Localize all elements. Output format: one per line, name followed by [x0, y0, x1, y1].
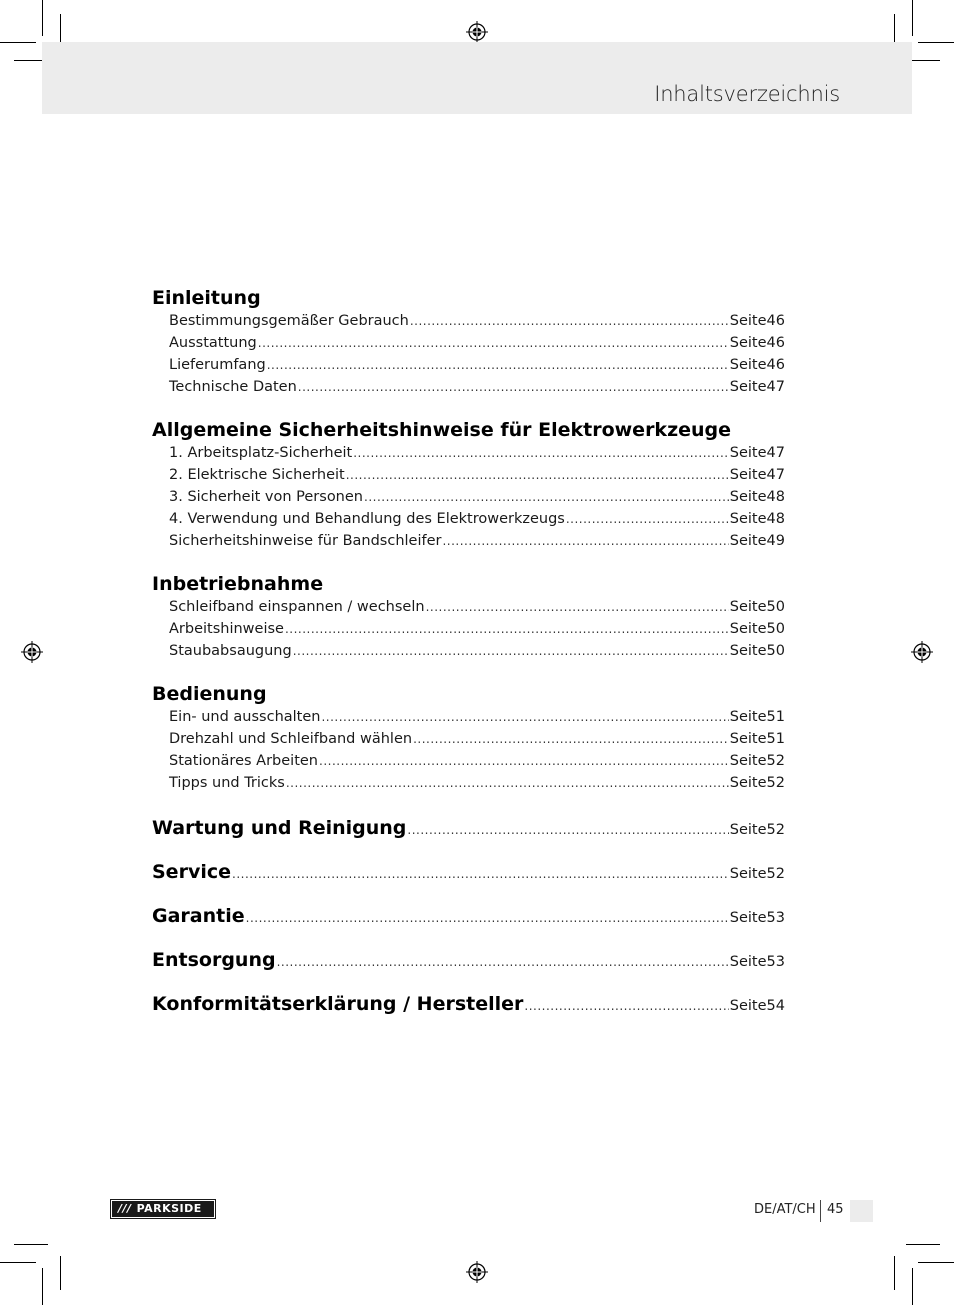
table-of-contents	[152, 286, 785, 1018]
toc-entry-page: 47	[766, 467, 785, 483]
brand-name: PARKSIDE	[136, 1202, 202, 1215]
toc-entry-page: 50	[766, 599, 785, 615]
toc-heading-label: Entsorgung	[152, 949, 276, 971]
toc-section-title[interactable]: Allgemeine Sicherheitshinweise für Elektrowerkzeuge	[152, 419, 732, 441]
toc-entry-page: 50	[766, 621, 785, 637]
leader-dots	[286, 772, 729, 794]
toc-entry-label: Lieferumfang	[169, 357, 266, 373]
toc-section	[152, 418, 785, 552]
toc-entry-seite: Seite	[729, 467, 767, 483]
toc-entry-page: 51	[766, 731, 785, 747]
page-title: Inhaltsverzeichnis	[654, 82, 840, 106]
toc-entry-seite: Seite	[729, 998, 767, 1014]
toc-entry-label: 4. Verwendung und Behandlung des Elektrowerkzeugs	[169, 511, 565, 527]
registration-mark-icon	[911, 641, 933, 663]
crop-mark	[906, 1244, 940, 1245]
toc-entry[interactable]	[152, 596, 785, 618]
toc-entry-seite: Seite	[729, 335, 767, 351]
toc-entry-page: 53	[766, 954, 785, 970]
toc-entry-seite: Seite	[729, 731, 767, 747]
toc-entry-seite: Seite	[729, 357, 767, 373]
toc-entry-seite: Seite	[729, 379, 767, 395]
toc-section-title[interactable]: Einleitung	[152, 287, 261, 309]
toc-entry[interactable]	[152, 354, 785, 376]
toc-entry[interactable]	[152, 310, 785, 332]
leader-dots	[298, 376, 729, 398]
toc-entry-label: 1. Arbeitsplatz-Sicherheit	[169, 445, 353, 461]
toc-entry-seite: Seite	[729, 709, 767, 725]
toc-entry-page: 48	[766, 511, 785, 527]
toc-entry[interactable]	[152, 750, 785, 772]
header-band	[42, 42, 912, 114]
toc-entry-page: 46	[766, 357, 785, 373]
leader-dots	[232, 860, 729, 888]
leader-dots	[346, 464, 729, 486]
toc-entry-seite: Seite	[729, 599, 767, 615]
toc-entry-seite: Seite	[729, 822, 767, 838]
toc-entry-seite: Seite	[729, 643, 767, 659]
toc-section-title[interactable]: Bedienung	[152, 683, 267, 705]
leader-dots	[246, 904, 729, 932]
toc-entry-seite: Seite	[729, 866, 767, 882]
leader-dots	[524, 992, 728, 1020]
toc-entry-label: Sicherheitshinweise für Bandschleifer	[169, 533, 442, 549]
footer-page-number: 45	[827, 1202, 844, 1217]
leader-dots	[410, 310, 729, 332]
footer-divider	[820, 1200, 821, 1222]
crop-mark	[912, 0, 913, 36]
toc-section	[152, 682, 785, 794]
toc-entry[interactable]	[152, 728, 785, 750]
footer-tab-box	[850, 1200, 873, 1222]
toc-entry-page: 47	[766, 445, 785, 461]
crop-mark	[14, 1244, 48, 1245]
toc-entry-seite: Seite	[729, 511, 767, 527]
footer-language-codes: DE/AT/CH	[754, 1202, 816, 1217]
toc-entry-page: 52	[766, 775, 785, 791]
leader-dots	[426, 596, 729, 618]
toc-entry-seite: Seite	[729, 775, 767, 791]
registration-mark-icon	[466, 1261, 488, 1283]
toc-entry-label: Stationäres Arbeiten	[169, 753, 318, 769]
toc-heading-label: Wartung und Reinigung	[152, 817, 407, 839]
toc-entry-page: 47	[766, 379, 785, 395]
brand-logo	[112, 1201, 214, 1217]
leader-dots	[364, 486, 729, 508]
toc-entry[interactable]	[152, 772, 785, 794]
crop-mark	[918, 42, 954, 43]
leader-dots	[319, 750, 729, 772]
registration-mark-icon	[21, 641, 43, 663]
leader-dots	[442, 530, 728, 552]
crop-mark	[42, 1268, 43, 1305]
leader-dots	[277, 948, 729, 976]
toc-entry[interactable]	[152, 640, 785, 662]
toc-entry-label: Ein- und ausschalten	[169, 709, 321, 725]
leader-dots	[321, 706, 728, 728]
crop-mark	[0, 42, 36, 43]
toc-section	[152, 286, 785, 398]
toc-entry-label: Schleifband einspannen / wechseln	[169, 599, 425, 615]
toc-entry[interactable]	[152, 618, 785, 640]
toc-entry[interactable]	[152, 530, 785, 552]
toc-entry[interactable]	[152, 706, 785, 728]
toc-entry-seite: Seite	[729, 753, 767, 769]
crop-mark	[60, 1256, 61, 1290]
toc-entry-label: Arbeitshinweise	[169, 621, 284, 637]
leader-dots	[407, 816, 728, 844]
leader-dots	[285, 618, 729, 640]
toc-heading-entry[interactable]	[152, 990, 785, 1018]
crop-mark	[912, 1268, 913, 1305]
toc-entry[interactable]	[152, 376, 785, 398]
toc-entry-page: 46	[766, 335, 785, 351]
leader-dots	[566, 508, 729, 530]
toc-entry[interactable]	[152, 508, 785, 530]
toc-section-title[interactable]: Inbetriebnahme	[152, 573, 324, 595]
toc-entry-label: Drehzahl und Schleifband wählen	[169, 731, 413, 747]
crop-mark	[0, 1262, 36, 1263]
toc-entry-label: Staubabsaugung	[169, 643, 292, 659]
leader-dots	[293, 640, 729, 662]
toc-entry-seite: Seite	[729, 533, 767, 549]
brand-stripes: ///	[118, 1202, 132, 1215]
leader-dots	[353, 442, 729, 464]
toc-heading-label: Konformitätserklärung / Hersteller	[152, 993, 524, 1015]
toc-heading-label: Service	[152, 861, 231, 883]
toc-heading-entry[interactable]	[152, 946, 785, 974]
toc-entry-seite: Seite	[729, 313, 767, 329]
toc-entry-page: 46	[766, 313, 785, 329]
toc-entry-label: Tipps und Tricks	[169, 775, 285, 791]
crop-mark	[894, 1256, 895, 1290]
toc-entry-seite: Seite	[729, 621, 767, 637]
toc-entry-seite: Seite	[729, 910, 767, 926]
toc-heading-entry[interactable]	[152, 858, 785, 886]
toc-entry-page: 48	[766, 489, 785, 505]
toc-entry-page: 51	[766, 709, 785, 725]
registration-mark-icon	[466, 21, 488, 43]
toc-entry-page: 52	[766, 753, 785, 769]
toc-entry-label: 2. Elektrische Sicherheit	[169, 467, 345, 483]
toc-heading-label: Garantie	[152, 905, 245, 927]
crop-mark	[42, 0, 43, 36]
toc-entry-seite: Seite	[729, 489, 767, 505]
toc-heading-entry[interactable]	[152, 814, 785, 842]
toc-entry-page: 49	[766, 533, 785, 549]
toc-entry-seite: Seite	[729, 954, 767, 970]
leader-dots	[267, 354, 729, 376]
toc-entry-label: Bestimmungsgemäßer Gebrauch	[169, 313, 409, 329]
toc-heading-entry[interactable]	[152, 902, 785, 930]
toc-entry-page: 52	[766, 866, 785, 882]
toc-entry-page: 50	[766, 643, 785, 659]
toc-entry[interactable]	[152, 332, 785, 354]
toc-entry-label: Ausstattung	[169, 335, 257, 351]
toc-entry[interactable]	[152, 464, 785, 486]
toc-entry-label: Technische Daten	[169, 379, 297, 395]
toc-entry[interactable]	[152, 486, 785, 508]
crop-mark	[918, 1262, 954, 1263]
leader-dots	[413, 728, 729, 750]
toc-entry-seite: Seite	[729, 445, 767, 461]
toc-entry[interactable]	[152, 442, 785, 464]
toc-entry-label: 3. Sicherheit von Personen	[169, 489, 363, 505]
toc-section	[152, 572, 785, 662]
toc-entry-page: 54	[766, 998, 785, 1014]
leader-dots	[258, 332, 729, 354]
toc-entry-page: 53	[766, 910, 785, 926]
toc-entry-page: 52	[766, 822, 785, 838]
